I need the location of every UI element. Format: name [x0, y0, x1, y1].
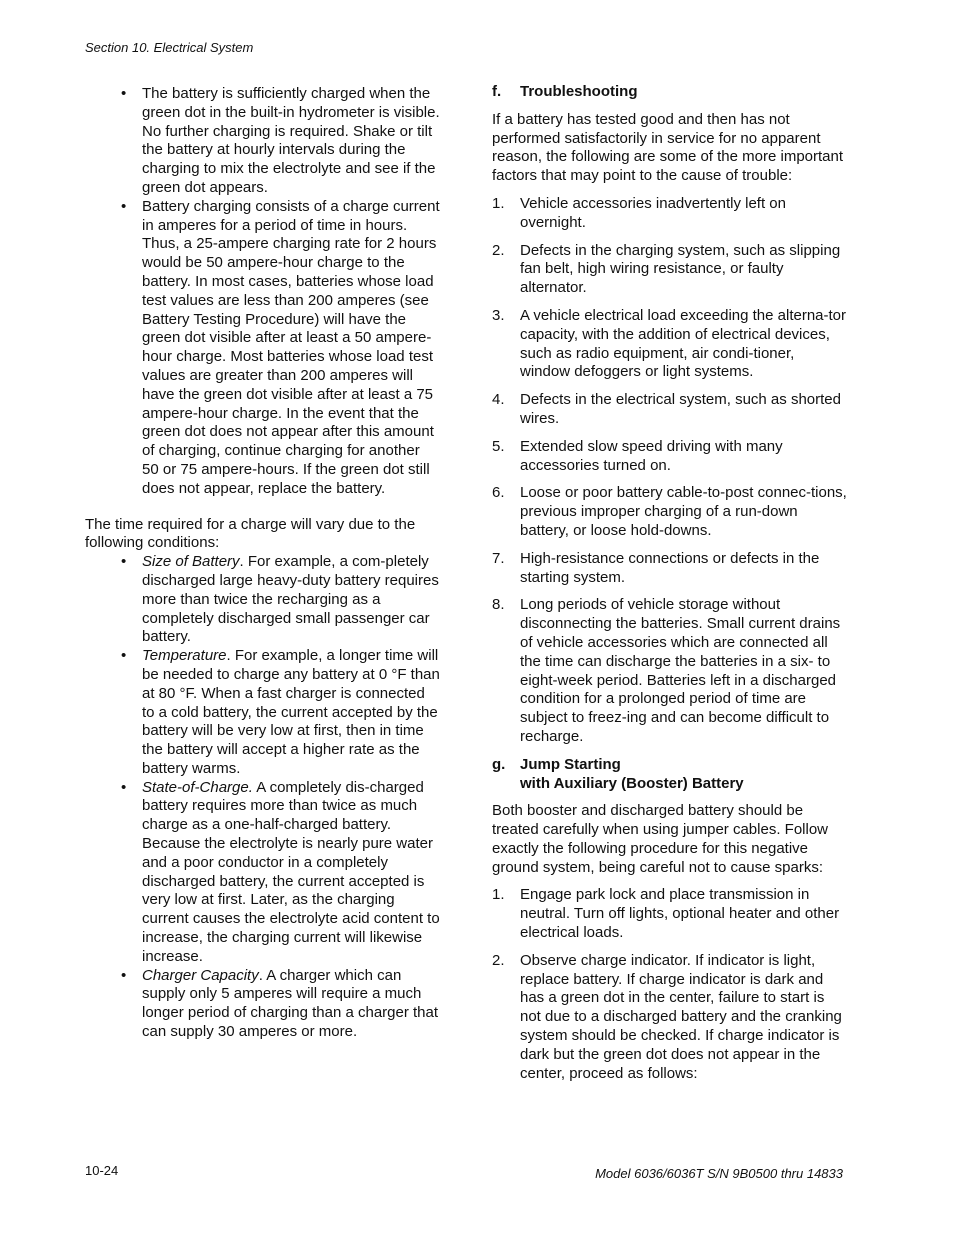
page-number: 10-24 [85, 1163, 119, 1178]
section-title-line1: Jump Starting [520, 755, 621, 773]
item-text: Defects in the electrical system, such as shorted wires. [520, 391, 841, 427]
item-number: 5. [492, 437, 505, 455]
condition-term: Size of Battery [142, 553, 240, 571]
item-number: 3. [492, 306, 505, 324]
condition-term: Temperature [142, 647, 227, 665]
item-number: 7. [492, 549, 505, 567]
charge-conditions-list [85, 553, 440, 1042]
conditions-intro: The time required for a charge will vary due to the following conditions: [85, 515, 416, 552]
numbered-item [492, 195, 848, 233]
item-text: Extended slow speed driving with many accessories turned on. [520, 437, 783, 474]
condition-text: . For example, a com-pletely discharged large heavy-duty battery requires more than twice the recharging as a completely discharged small passenger car battery. [142, 553, 439, 646]
item-number: 1. [492, 194, 505, 212]
numbered-item [492, 886, 848, 942]
jump-starting-steps [492, 886, 848, 1083]
model-footer: Model 6036/6036T S/N 9B0500 thru 14833 [595, 1166, 843, 1181]
condition-item [85, 647, 440, 779]
troubleshooting-heading [492, 83, 848, 102]
item-number: 2. [492, 241, 505, 259]
item-number: 4. [492, 391, 505, 409]
troubleshooting-list [492, 195, 848, 747]
item-number: 8. [492, 596, 505, 614]
item-text: Observe charge indicator. If indicator is light, replace battery. If charge indicator is dark and has a green dot in the center, failure to start is not due to a discharged battery and the cranking system should be checked. If charge indicator is dark but the green dot does not appear in the center, proceed as follows: [520, 951, 842, 1082]
condition-item [85, 967, 440, 1042]
numbered-item [492, 484, 848, 540]
bullet-icon: • [121, 966, 127, 984]
section-letter: f. [492, 83, 502, 100]
jump-starting-intro: Both booster and discharged battery should be treated carefully when using jumper cables. Follow exactly the following procedure for this negative ground system, being careful not to cause sparks: [492, 802, 828, 876]
condition-text: . For example, a longer time will be needed to charge any battery at 0 °F than at 80 °F. When a fast charger is connected to a cold battery, the current accepted by the battery will be very low at first, then in time the battery will accept a higher rate as the battery warms. [142, 647, 440, 777]
condition-term: Charger Capacity [142, 966, 259, 984]
item-text: Loose or poor battery cable-to-post connec-tions, previous improper charging of a run-down battery, or loose hold-downs. [520, 484, 847, 539]
battery-charging-bullets [85, 85, 440, 499]
numbered-item [492, 550, 848, 588]
condition-term: State-of-Charge. [142, 778, 253, 796]
section-title: Troubleshooting [520, 83, 638, 100]
numbered-item [492, 952, 848, 1084]
condition-text: A completely dis-charged battery requires more than twice as much charge as a one-half-charged battery. Because the electrolyte is nearly pure water and a poor conductor in a completely discharged battery, the current accepted is very low at first. Later, as the charging current causes the electrolyte acid content to increase, the charging current will likewise increase. [142, 778, 440, 965]
bullet-item [85, 85, 440, 198]
bullet-icon: • [121, 85, 127, 102]
item-text: Vehicle accessories inadvertently left on overnight. [520, 194, 786, 231]
jump-starting-heading [492, 756, 848, 794]
numbered-item [492, 307, 848, 382]
troubleshooting-intro: If a battery has tested good and then has not performed satisfactorily in service for no apparent reason, the following are some of the more important factors that may point to the cause of trouble: [492, 110, 844, 185]
item-number: 2. [492, 951, 505, 969]
item-text: Engage park lock and place transmission in neutral. Turn off lights, optional heater and other electrical loads. [520, 886, 840, 942]
bullet-icon: • [121, 647, 127, 665]
section-title [520, 756, 744, 794]
bullet-icon: • [121, 778, 127, 796]
numbered-item [492, 242, 848, 298]
right-column [492, 83, 848, 1092]
numbered-item [492, 391, 848, 429]
item-text: High-resistance connections or defects in the starting system. [520, 549, 820, 586]
bullet-text: Battery charging consists of a charge current in amperes for a period of time in hours. Thus, a 25-ampere charging rate for 2 hours would be 50 ampere-hour charge to the battery. In most cases, batteries whose load test values are less than 200 amperes (see Battery Testing Procedure) will have the green dot visible after at least a 50 ampere-hour charge. Most batteries whose load test values are greater than 200 amperes will have the green dot visible after at least a 75 ampere-hour charge. In the event that the green dot does not appear after this amount of charging, continue charging for another 50 or 75 ampere-hours. If the green dot still does not appear, replace the battery. [142, 197, 440, 497]
condition-text: . A charger which can supply only 5 amperes will require a much longer period of charging than a charger that can supply 30 amperes or more. [142, 966, 439, 1041]
section-title-line2: with Auxiliary (Booster) Battery [520, 774, 744, 792]
bullet-text: The battery is sufficiently charged when the green dot in the built-in hydrometer is visible. No further charging is required. Shake or tilt the battery at hourly intervals during the charging to mix the electrolyte and see if the green dot appears. [142, 85, 440, 196]
bullet-item [85, 198, 440, 499]
numbered-item [492, 596, 848, 746]
bullet-icon: • [121, 553, 127, 571]
bullet-icon: • [121, 197, 127, 215]
item-number: 1. [492, 886, 505, 904]
numbered-item [492, 438, 848, 476]
section-letter: g. [492, 755, 506, 773]
item-number: 6. [492, 484, 505, 502]
condition-item [85, 553, 440, 647]
page-header: Section 10. Electrical System [85, 40, 254, 55]
item-text: A vehicle electrical load exceeding the alterna-tor capacity, with the addition of electrical devices, such as radio equipment, air condi-tioner, window defoggers or light systems. [520, 306, 847, 381]
condition-item [85, 779, 440, 967]
item-text: Long periods of vehicle storage without disconnecting the batteries. Small current drains of vehicle accessories which are connected all the time can discharge the batteries in a six- to eight-week period. Batteries left in a discharged condition for a prolonged period of time are subject to freez-ing and can become difficult to recharge. [520, 596, 841, 745]
left-column [85, 85, 440, 1042]
item-text: Defects in the charging system, such as slipping fan belt, high wiring resistance, or faulty alternator. [520, 241, 841, 297]
